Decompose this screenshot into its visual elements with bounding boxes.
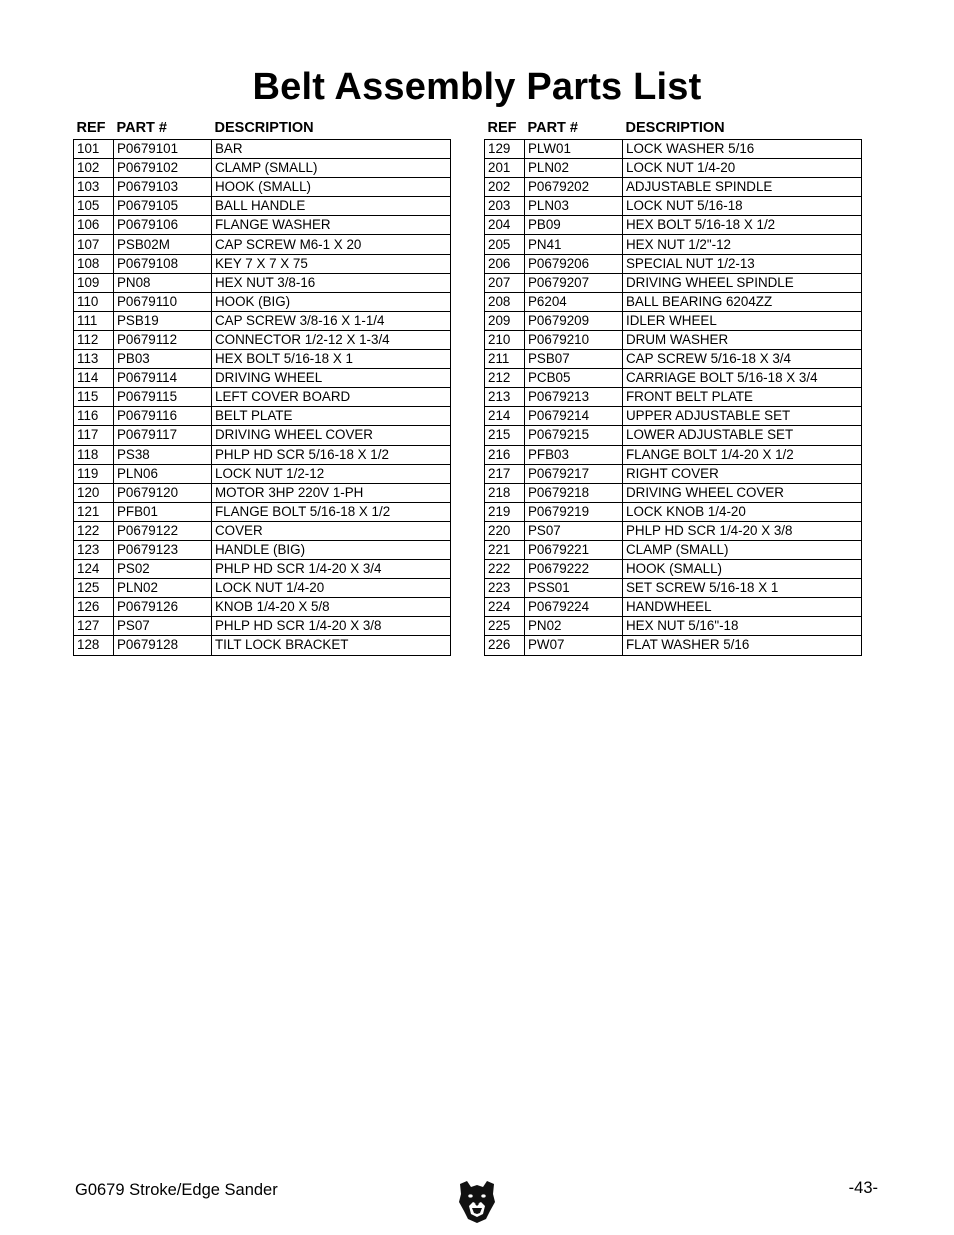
description-cell: CONNECTOR 1/2-12 X 1-3/4 [212,330,451,349]
part-number-cell: PB09 [525,216,623,235]
part-number-cell: PN02 [525,617,623,636]
part-number-cell: PSB19 [114,311,212,330]
ref-cell: 121 [74,502,114,521]
table-row [74,598,451,617]
part-number-cell: P0679210 [525,330,623,349]
part-number-cell: P0679123 [114,540,212,559]
description-cell: DRIVING WHEEL [212,369,451,388]
description-cell: UPPER ADJUSTABLE SET [623,407,862,426]
page-title: Belt Assembly Parts List [252,66,702,108]
description-cell: SET SCREW 5/16-18 X 1 [623,579,862,598]
part-number-cell: PS07 [525,521,623,540]
part-number-cell: P0679110 [114,292,212,311]
part-number-cell: P0679206 [525,254,623,273]
description-cell: CAP SCREW M6-1 X 20 [212,235,451,254]
table-row [485,407,862,426]
description-cell: HANDWHEEL [623,598,862,617]
parts-table-right [484,117,862,656]
ref-cell: 107 [74,235,114,254]
part-number-cell: P0679128 [114,636,212,655]
description-cell: LOCK NUT 5/16-18 [623,197,862,216]
part-number-cell: P0679122 [114,521,212,540]
part-number-cell: P0679221 [525,540,623,559]
ref-cell: 110 [74,292,114,311]
description-cell: HOOK (BIG) [212,292,451,311]
table-row [485,140,862,159]
ref-cell: 223 [485,579,525,598]
description-cell: PHLP HD SCR 1/4-20 X 3/8 [212,617,451,636]
header-part: PART # [116,120,167,136]
part-number-cell: PS38 [114,445,212,464]
table-row [74,178,451,197]
page-number: -43- [848,1179,878,1197]
description-cell: KEY 7 X 7 X 75 [212,254,451,273]
description-cell: ADJUSTABLE SPINDLE [623,178,862,197]
ref-cell: 222 [485,560,525,579]
table-row [74,502,451,521]
part-number-cell: P0679218 [525,483,623,502]
ref-cell: 115 [74,388,114,407]
description-cell: TILT LOCK BRACKET [212,636,451,655]
part-number-cell: P0679224 [525,598,623,617]
part-number-cell: P0679116 [114,407,212,426]
part-number-cell: PS07 [114,617,212,636]
ref-cell: 120 [74,483,114,502]
description-cell: CARRIAGE BOLT 5/16-18 X 3/4 [623,369,862,388]
ref-cell: 112 [74,330,114,349]
table-row [485,178,862,197]
description-cell: FLANGE BOLT 1/4-20 X 1/2 [623,445,862,464]
description-cell: FLANGE WASHER [212,216,451,235]
part-number-cell: PFB03 [525,445,623,464]
description-cell: PHLP HD SCR 1/4-20 X 3/4 [212,560,451,579]
part-number-cell: PLW01 [525,140,623,159]
table-row [485,235,862,254]
description-cell: HANDLE (BIG) [212,540,451,559]
table-row [485,292,862,311]
parts-table-left [73,117,451,656]
table-row [485,426,862,445]
table-row [485,197,862,216]
ref-cell: 126 [74,598,114,617]
table-row [485,388,862,407]
ref-cell: 204 [485,216,525,235]
part-number-cell: P0679106 [114,216,212,235]
ref-cell: 103 [74,178,114,197]
description-cell: COVER [212,521,451,540]
ref-cell: 211 [485,350,525,369]
part-number-cell: PFB01 [114,502,212,521]
ref-cell: 213 [485,388,525,407]
ref-cell: 218 [485,483,525,502]
description-cell: LOCK KNOB 1/4-20 [623,502,862,521]
ref-cell: 111 [74,311,114,330]
table-row [74,426,451,445]
part-number-cell: P0679115 [114,388,212,407]
part-number-cell: PLN06 [114,464,212,483]
header-description: DESCRIPTION [625,120,725,136]
table-row [74,311,451,330]
ref-cell: 205 [485,235,525,254]
table-row [74,560,451,579]
description-cell: LOCK WASHER 5/16 [623,140,862,159]
ref-cell: 207 [485,273,525,292]
part-number-cell: P0679103 [114,178,212,197]
ref-cell: 208 [485,292,525,311]
table-row [485,273,862,292]
ref-cell: 220 [485,521,525,540]
description-cell: BALL HANDLE [212,197,451,216]
description-cell: HEX BOLT 5/16-18 X 1 [212,350,451,369]
ref-cell: 122 [74,521,114,540]
table-row [485,598,862,617]
header-ref: REF [487,120,517,136]
part-number-cell: P0679222 [525,560,623,579]
part-number-cell: P6204 [525,292,623,311]
table-row [74,350,451,369]
ref-cell: 119 [74,464,114,483]
description-cell: PHLP HD SCR 5/16-18 X 1/2 [212,445,451,464]
table-header-row [485,117,862,140]
ref-cell: 109 [74,273,114,292]
table-row [74,254,451,273]
description-cell: HEX BOLT 5/16-18 X 1/2 [623,216,862,235]
ref-cell: 128 [74,636,114,655]
ref-cell: 127 [74,617,114,636]
description-cell: BALL BEARING 6204ZZ [623,292,862,311]
ref-cell: 108 [74,254,114,273]
description-cell: HOOK (SMALL) [212,178,451,197]
description-cell: LOWER ADJUSTABLE SET [623,426,862,445]
part-number-cell: PCB05 [525,369,623,388]
table-row [485,464,862,483]
part-number-cell: PW07 [525,636,623,655]
table-header-row [74,117,451,140]
ref-cell: 203 [485,197,525,216]
table-row [485,636,862,655]
description-cell: LOCK NUT 1/4-20 [623,159,862,178]
ref-cell: 216 [485,445,525,464]
part-number-cell: PSB02M [114,235,212,254]
ref-cell: 105 [74,197,114,216]
description-cell: PHLP HD SCR 1/4-20 X 3/8 [623,521,862,540]
table-row [485,540,862,559]
description-cell: LOCK NUT 1/2-12 [212,464,451,483]
ref-cell: 129 [485,140,525,159]
table-row [485,579,862,598]
part-number-cell: PLN03 [525,197,623,216]
part-number-cell: P0679105 [114,197,212,216]
table-row [485,369,862,388]
table-row [74,521,451,540]
ref-cell: 123 [74,540,114,559]
ref-cell: 214 [485,407,525,426]
part-number-cell: P0679126 [114,598,212,617]
table-row [74,388,451,407]
description-cell: DRIVING WHEEL COVER [212,426,451,445]
description-cell: CLAMP (SMALL) [212,159,451,178]
ref-cell: 106 [74,216,114,235]
table-row [74,197,451,216]
part-number-cell: P0679207 [525,273,623,292]
header-part: PART # [527,120,578,136]
table-row [485,521,862,540]
ref-cell: 217 [485,464,525,483]
description-cell: BAR [212,140,451,159]
description-cell: CAP SCREW 5/16-18 X 3/4 [623,350,862,369]
ref-cell: 117 [74,426,114,445]
ref-cell: 206 [485,254,525,273]
part-number-cell: PSB07 [525,350,623,369]
ref-cell: 125 [74,579,114,598]
table-row [485,617,862,636]
ref-cell: 118 [74,445,114,464]
ref-cell: 215 [485,426,525,445]
table-row [74,464,451,483]
ref-cell: 219 [485,502,525,521]
table-row [485,216,862,235]
description-cell: BELT PLATE [212,407,451,426]
ref-cell: 226 [485,636,525,655]
part-number-cell: PS02 [114,560,212,579]
ref-cell: 201 [485,159,525,178]
ref-cell: 224 [485,598,525,617]
table-row [74,483,451,502]
part-number-cell: P0679217 [525,464,623,483]
part-number-cell: P0679214 [525,407,623,426]
table-row [485,254,862,273]
table-row [74,369,451,388]
ref-cell: 225 [485,617,525,636]
description-cell: SPECIAL NUT 1/2-13 [623,254,862,273]
table-row [74,216,451,235]
ref-cell: 102 [74,159,114,178]
description-cell: MOTOR 3HP 220V 1-PH [212,483,451,502]
description-cell: CAP SCREW 3/8-16 X 1-1/4 [212,311,451,330]
table-row [74,159,451,178]
ref-cell: 124 [74,560,114,579]
table-row [74,445,451,464]
ref-cell: 221 [485,540,525,559]
description-cell: DRUM WASHER [623,330,862,349]
ref-cell: 212 [485,369,525,388]
part-number-cell: P0679209 [525,311,623,330]
description-cell: FLAT WASHER 5/16 [623,636,862,655]
part-number-cell: PSS01 [525,579,623,598]
header-ref: REF [76,120,106,136]
part-number-cell: P0679219 [525,502,623,521]
part-number-cell: P0679120 [114,483,212,502]
part-number-cell: P0679112 [114,330,212,349]
part-number-cell: PB03 [114,350,212,369]
part-number-cell: P0679202 [525,178,623,197]
ref-cell: 116 [74,407,114,426]
part-number-cell: P0679213 [525,388,623,407]
manual-title: G0679 Stroke/Edge Sander [75,1181,278,1199]
bear-head-icon [457,1178,497,1224]
table-row [485,330,862,349]
table-row [485,560,862,579]
part-number-cell: PN08 [114,273,212,292]
ref-cell: 202 [485,178,525,197]
description-cell: DRIVING WHEEL SPINDLE [623,273,862,292]
table-row [485,502,862,521]
table-row [74,235,451,254]
description-cell: FLANGE BOLT 5/16-18 X 1/2 [212,502,451,521]
description-cell: HEX NUT 1/2"-12 [623,235,862,254]
part-number-cell: P0679108 [114,254,212,273]
table-row [485,311,862,330]
ref-cell: 210 [485,330,525,349]
table-row [74,140,451,159]
table-row [485,445,862,464]
header-description: DESCRIPTION [214,120,314,136]
description-cell: LEFT COVER BOARD [212,388,451,407]
ref-cell: 101 [74,140,114,159]
table-row [74,636,451,655]
description-cell: LOCK NUT 1/4-20 [212,579,451,598]
table-row [74,273,451,292]
ref-cell: 113 [74,350,114,369]
description-cell: FRONT BELT PLATE [623,388,862,407]
part-number-cell: P0679117 [114,426,212,445]
table-row [74,330,451,349]
table-row [74,617,451,636]
description-cell: KNOB 1/4-20 X 5/8 [212,598,451,617]
description-cell: DRIVING WHEEL COVER [623,483,862,502]
table-row [74,292,451,311]
part-number-cell: P0679101 [114,140,212,159]
part-number-cell: PN41 [525,235,623,254]
part-number-cell: PLN02 [114,579,212,598]
description-cell: CLAMP (SMALL) [623,540,862,559]
part-number-cell: P0679114 [114,369,212,388]
table-row [74,407,451,426]
table-row [74,579,451,598]
description-cell: HEX NUT 5/16"-18 [623,617,862,636]
table-row [485,483,862,502]
description-cell: HOOK (SMALL) [623,560,862,579]
part-number-cell: P0679215 [525,426,623,445]
description-cell: RIGHT COVER [623,464,862,483]
table-row [485,159,862,178]
ref-cell: 209 [485,311,525,330]
description-cell: IDLER WHEEL [623,311,862,330]
description-cell: HEX NUT 3/8-16 [212,273,451,292]
part-number-cell: P0679102 [114,159,212,178]
part-number-cell: PLN02 [525,159,623,178]
ref-cell: 114 [74,369,114,388]
table-row [74,540,451,559]
table-row [485,350,862,369]
